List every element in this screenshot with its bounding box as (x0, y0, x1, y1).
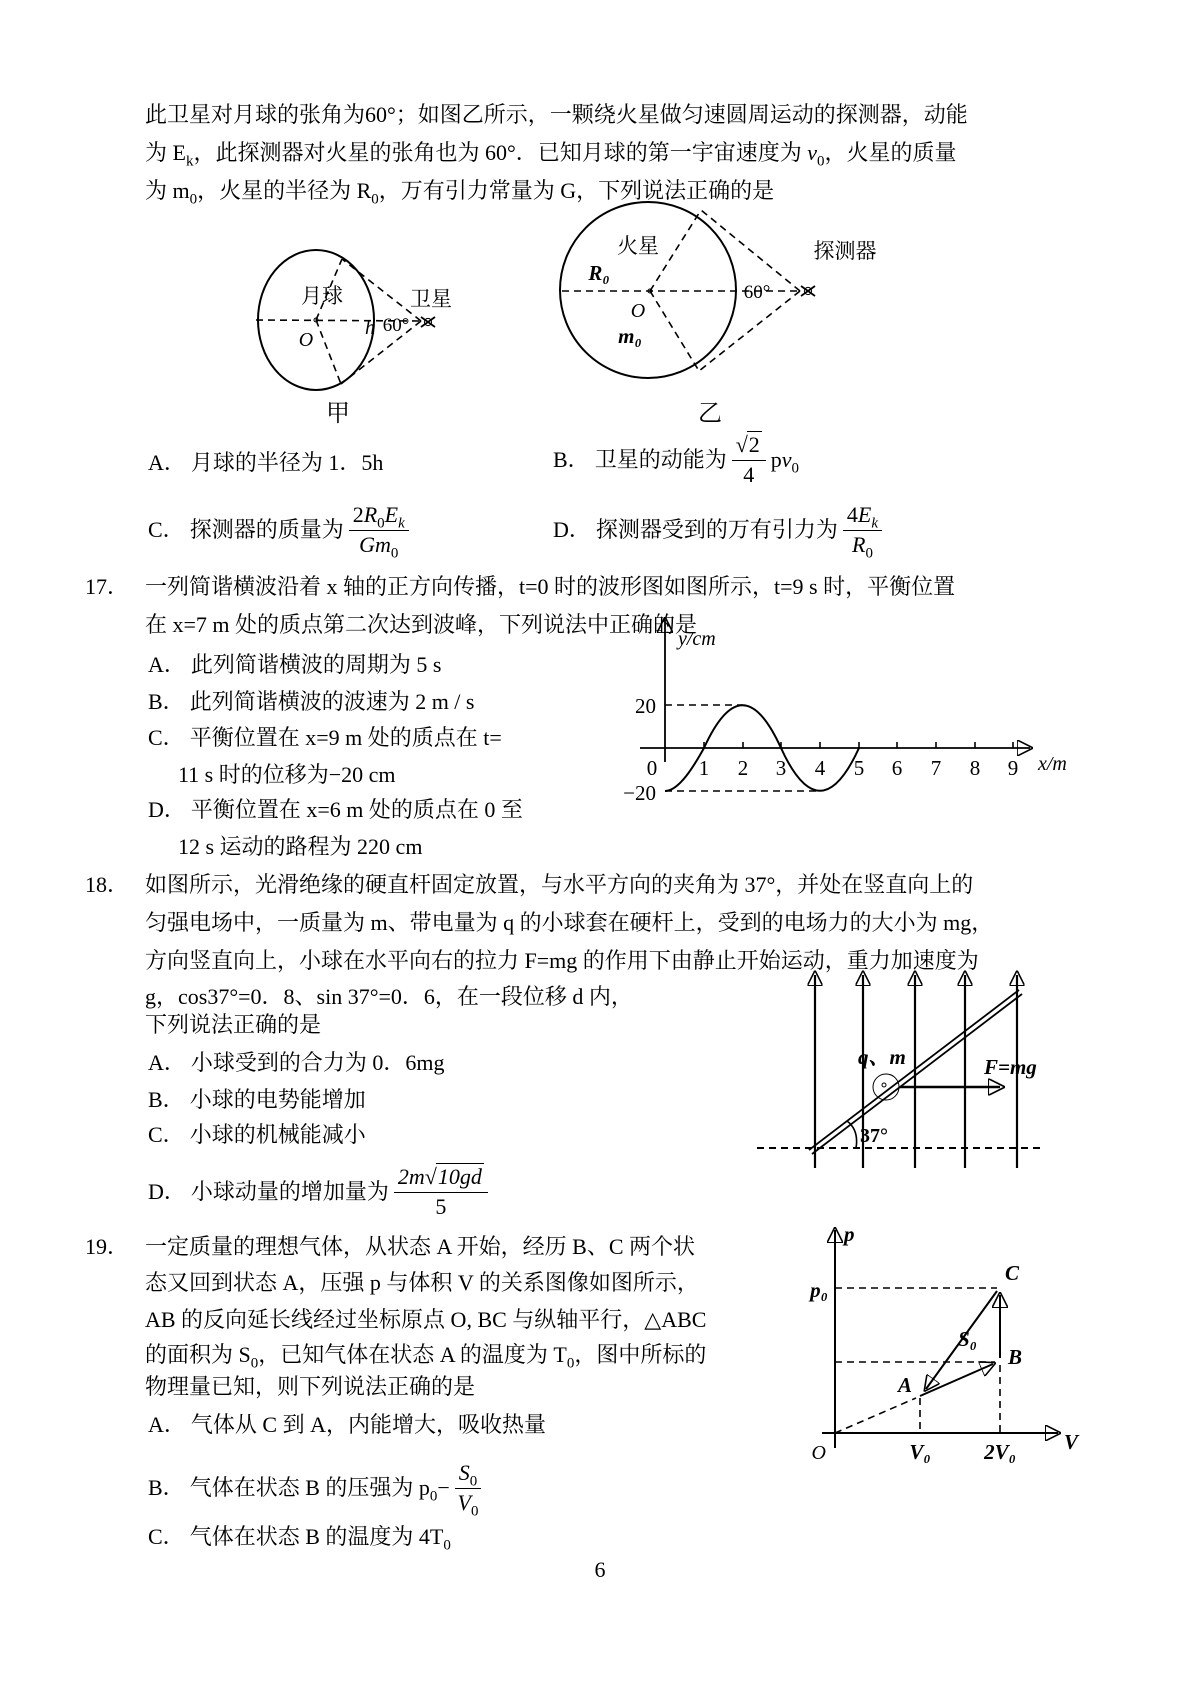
moon-angle-label: 60° (382, 315, 410, 336)
option-label: A． (148, 450, 186, 475)
svg-text:1: 1 (698, 756, 710, 780)
q18-option-b (148, 1087, 366, 1113)
state-c-label: C (1005, 1261, 1020, 1285)
option-label: A． (148, 1412, 186, 1437)
charged-ball (873, 1074, 899, 1100)
q16-option-a (148, 450, 383, 476)
fraction (394, 1164, 488, 1220)
height-label: h (365, 317, 375, 339)
satellite-label: 卫星 (410, 287, 452, 311)
q17-stem2: 在 x=7 m 处的质点第二次达到波峰，下列说法中正确的是 (145, 612, 698, 637)
moon-label: 月球 (301, 284, 343, 308)
option-label: C． (148, 517, 185, 542)
q19-stem2: 态又回到状态 A，压强 p 与体积 V 的关系图像如图所示， (145, 1270, 699, 1295)
q18-stem5: 下列说法正确的是 (145, 1012, 322, 1037)
q19-stem1: 一定质量的理想气体，从状态 A 开始，经历 B、C 两个状 (145, 1234, 696, 1259)
q17-wave-graph (595, 600, 1090, 812)
option-label: C． (148, 1122, 185, 1147)
option-label: B． (148, 1087, 185, 1112)
denominator: $R_0$ (851, 532, 873, 562)
y-min-label: −20 (623, 781, 656, 805)
svg-text:2: 2 (737, 756, 749, 780)
mars-center-label: O (630, 300, 646, 322)
q19-pv-diagram (790, 1215, 1090, 1470)
probe-icon (801, 286, 815, 296)
q18-option-d (148, 1152, 493, 1232)
q16-line3: 为 $m_0$，火星的半径为 $R_0$，万有引力常量为 G，下列说法正确的是 (145, 178, 775, 208)
sqrt-sign: √ (424, 1164, 437, 1189)
state-b-label: B (1008, 1345, 1023, 1369)
q18-stem3: 方向竖直向上，小球在水平向右的拉力 F=mg 的作用下由静止开始运动，重力加速度为 (145, 948, 979, 973)
sqrt-sign: √ (735, 432, 748, 457)
x-axis-label: x/m (1038, 753, 1067, 775)
q17-option-c2: 11 s 时的位移为−20 cm (178, 762, 396, 787)
q19-option-c (148, 1524, 451, 1554)
q16-option-c (148, 478, 414, 582)
q16-line1: 此卫星对月球的张角为60°；如图乙所示，一颗绕火星做匀速圆周运动的探测器，动能 (145, 102, 968, 127)
process-a-to-b (920, 1364, 993, 1396)
v-axis-label: V (1064, 1430, 1079, 1454)
option-text: 小球的机械能减小 (189, 1122, 366, 1147)
moon-center-label: O (298, 329, 314, 351)
option-text: 小球受到的合力为 0．6mg (190, 1050, 445, 1075)
option-text: 气体在状态 B 的温度为 $4T_0$ (189, 1524, 451, 1554)
option-label: B． (148, 689, 185, 714)
origin-label: O (811, 1442, 826, 1464)
option-text-post: $pv_0$ (770, 447, 800, 477)
probe-label: 探测器 (813, 239, 877, 263)
v0-label: V₀ (909, 1440, 931, 1464)
mars-label: 火星 (617, 234, 659, 258)
q18-field-diagram (700, 955, 1065, 1170)
denominator: 5 (435, 1194, 447, 1219)
mars-angle-label: 60° (743, 282, 771, 303)
option-label: D． (148, 1179, 186, 1204)
option-label: C． (148, 725, 185, 750)
q19-option-a (148, 1412, 546, 1438)
q16-option-d (553, 478, 887, 582)
page-number: 6 (594, 1557, 606, 1582)
q19-number: 19． (85, 1234, 130, 1259)
option-text: 小球动量的增加量为 (190, 1179, 389, 1204)
mars-diagram (560, 202, 877, 427)
q17-option-a (148, 652, 441, 678)
p0-label: p₀ (810, 1278, 828, 1302)
svg-text:4: 4 (814, 756, 826, 780)
option-label: B． (553, 447, 590, 472)
option-label: C． (148, 1524, 185, 1549)
q17-option-d2: 12 s 运动的路程为 220 cm (178, 834, 423, 859)
x-tick-labels (699, 756, 1019, 780)
q18-stem2: 匀强电场中，一质量为 m、带电量为 q 的小球套在硬杆上，受到的电场力的大小为 mg， (145, 910, 994, 935)
y-axis-label: y/cm (678, 628, 716, 650)
area-label: S₀ (958, 1327, 978, 1351)
svg-text:3: 3 (775, 756, 787, 780)
force-label: F=mg (984, 1055, 1037, 1079)
q18-stem4: g，cos37°=0．8、sin 37°=0．6，在一段位移 d 内， (145, 984, 633, 1009)
fraction (349, 502, 409, 562)
q19-stem4: 的面积为 $S_0$，已知气体在状态 A 的温度为 $T_0$，图中所标的 (145, 1342, 707, 1372)
numerator: $4E_k$ (843, 502, 882, 531)
option-label: A． (148, 652, 186, 677)
numerator-coef: 2m (397, 1164, 425, 1189)
fig-caption-jia: 甲 (326, 401, 350, 427)
radicand: 10gd (437, 1164, 482, 1189)
q19-stem5: 物理量已知，则下列说法正确的是 (145, 1374, 476, 1399)
option-label: D． (148, 797, 186, 822)
q17-number: 17． (85, 574, 130, 599)
mars-radius-label: R₀ (588, 261, 610, 285)
q19-stem3: AB 的反向延长线经过坐标原点 O, BC 与纵轴平行，△ABC (145, 1307, 707, 1332)
option-label: A． (148, 1050, 186, 1075)
option-text: 平衡位置在 x=6 m 处的质点在 0 至 (190, 797, 523, 822)
option-label: D． (553, 517, 591, 542)
numerator: $S_0$ (455, 1460, 481, 1489)
option-text: 此列简谐横波的周期为 5 s (190, 652, 442, 677)
option-label: B． (148, 1475, 185, 1500)
svg-text:7: 7 (930, 756, 942, 780)
denominator: 4 (743, 462, 755, 487)
v20-label: 2V₀ (984, 1440, 1016, 1464)
option-text: 气体在状态 B 的压强为 $p_0-$ (189, 1475, 450, 1505)
option-text: 气体从 C 到 A，内能增大，吸收热量 (190, 1412, 546, 1437)
option-text: 此列简谐横波的波速为 2 m / s (189, 689, 475, 714)
q16-line2: 为 $E_k$，此探测器对火星的张角也为 60°．已知月球的第一宇宙速度为 $v_0$，火星的质量 (145, 140, 957, 170)
numerator: $2R_0E_k$ (349, 502, 409, 531)
q16-figure (230, 195, 910, 435)
option-text: 平衡位置在 x=9 m 处的质点在 t= (189, 725, 502, 750)
fig-caption-yi: 乙 (698, 401, 722, 427)
svg-text:6: 6 (891, 756, 903, 780)
q19-option-b (148, 1452, 486, 1524)
p-axis-label: p (844, 1222, 855, 1246)
option-text: 小球的电势能增加 (189, 1087, 366, 1112)
mars-mass-label: m₀ (618, 324, 642, 348)
oa-extension-dash (835, 1398, 916, 1433)
y-max-label: 20 (635, 694, 656, 718)
q17-option-c (148, 725, 502, 751)
q18-stem1: 如图所示，光滑绝缘的硬直杆固定放置，与水平方向的夹角为 37°，并处在竖直向上的 (145, 872, 974, 897)
charge-mass-label: q、m (858, 1045, 906, 1069)
denominator: $V_0$ (457, 1490, 479, 1520)
radicand: 2 (748, 432, 760, 457)
svg-text:5: 5 (853, 756, 865, 780)
angle-arc (847, 1121, 857, 1148)
denominator: $Gm_0$ (359, 532, 399, 562)
q17-stem1: 一列简谐横波沿着 x 轴的正方向传播，t=0 时的波形图如图所示，t=9 s 时，平衡位置 (145, 574, 956, 599)
state-a-label: A (897, 1373, 912, 1397)
q18-number: 18． (85, 872, 130, 897)
option-text: 月球的半径为 1．5h (190, 450, 384, 475)
svg-text:8: 8 (969, 756, 981, 780)
option-text: 探测器的质量为 (189, 517, 344, 542)
q17-option-b (148, 689, 474, 715)
fraction (455, 1460, 481, 1520)
q18-option-a (148, 1050, 445, 1076)
origin-label: 0 (646, 756, 658, 780)
option-text: 卫星的动能为 (594, 447, 727, 472)
angle-label: 37° (860, 1125, 888, 1147)
option-text: 探测器受到的万有引力为 (595, 517, 838, 542)
moon-diagram (256, 250, 452, 427)
satellite-icon (421, 317, 435, 327)
q17-option-d (148, 797, 523, 823)
fraction (843, 502, 882, 562)
q18-option-c (148, 1122, 366, 1148)
svg-text:9: 9 (1007, 756, 1019, 780)
ball-highlight (882, 1083, 886, 1087)
